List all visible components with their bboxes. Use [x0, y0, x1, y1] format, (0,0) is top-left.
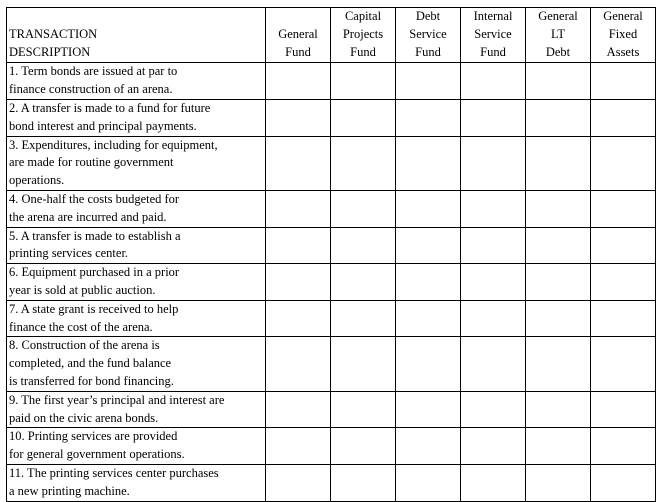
transaction-description: [7, 464, 266, 501]
general-fixed-assets-entry-cell[interactable]: [591, 99, 656, 136]
header-line: Service: [409, 26, 447, 41]
transaction-row: [7, 99, 656, 136]
debt-service-fund-entry-cell[interactable]: [396, 63, 461, 100]
internal-service-fund-entry-cell[interactable]: [461, 428, 526, 465]
capital-projects-fund-entry-cell[interactable]: [331, 300, 396, 337]
header-line: Capital: [344, 9, 382, 23]
debt-service-fund-entry-cell[interactable]: [396, 264, 461, 301]
general-lt-debt-entry-cell[interactable]: [526, 136, 591, 190]
internal-service-fund-entry-cell[interactable]: [461, 190, 526, 227]
transaction-description-line: 1. Term bonds are issued at par to: [9, 64, 178, 79]
internal-service-fund-entry-cell[interactable]: [461, 264, 526, 301]
transaction-description: [7, 99, 266, 136]
general-fund-entry-cell[interactable]: [266, 227, 331, 264]
header-line: Fund: [480, 44, 506, 59]
transaction-description: [7, 264, 266, 301]
transaction-rows: [7, 63, 656, 501]
transaction-description-line: 9. The first year’s principal and interest are: [9, 392, 225, 407]
capital-projects-fund-entry-cell[interactable]: [331, 264, 396, 301]
internal-service-fund-entry-cell[interactable]: [461, 337, 526, 391]
transaction-description: [7, 190, 266, 227]
transaction-row: [7, 391, 656, 428]
general-fixed-assets-entry-cell[interactable]: [591, 464, 656, 501]
transaction-description-line: year is sold at public auction.: [9, 282, 156, 297]
transaction-row: [7, 464, 656, 501]
general-fund-entry-cell[interactable]: [266, 428, 331, 465]
internal-service-fund-entry-cell[interactable]: [461, 136, 526, 190]
capital-projects-fund-entry-cell[interactable]: [331, 63, 396, 100]
general-fixed-assets-entry-cell[interactable]: [591, 264, 656, 301]
transaction-description-line: a new printing machine.: [9, 483, 130, 498]
internal-service-fund-entry-cell[interactable]: [461, 391, 526, 428]
general-fixed-assets-entry-cell[interactable]: [591, 227, 656, 264]
general-lt-debt-entry-cell[interactable]: [526, 300, 591, 337]
transaction-description-line: printing services center.: [9, 246, 129, 261]
general-fund-entry-cell[interactable]: [266, 63, 331, 100]
transaction-description-line: bond interest and principal payments.: [9, 118, 197, 133]
transaction-description-line: the arena are incurred and paid.: [9, 209, 167, 224]
general-fund-entry-cell[interactable]: [266, 264, 331, 301]
debt-service-fund-entry-cell[interactable]: [396, 99, 461, 136]
transaction-description-line: 8. Construction of the arena is: [9, 338, 160, 353]
header-line: Projects: [342, 26, 384, 41]
general-fixed-assets-entry-cell[interactable]: [591, 190, 656, 227]
transaction-description: [7, 337, 266, 391]
general-fixed-assets-entry-cell[interactable]: [591, 63, 656, 100]
debt-service-fund-entry-cell[interactable]: [396, 300, 461, 337]
transaction-description-line: 2. A transfer is made to a fund for future: [9, 100, 211, 115]
general-fund-column-header: [266, 8, 331, 63]
general-fund-entry-cell[interactable]: [266, 391, 331, 428]
general-lt-debt-entry-cell[interactable]: [526, 63, 591, 100]
description-column-header: [7, 8, 266, 63]
general-lt-debt-entry-cell[interactable]: [526, 99, 591, 136]
capital-projects-fund-column-header: [331, 8, 396, 63]
debt-service-fund-entry-cell[interactable]: [396, 464, 461, 501]
capital-projects-fund-entry-cell[interactable]: [331, 428, 396, 465]
transaction-description: [7, 63, 266, 100]
transaction-description-line: operations.: [9, 173, 65, 188]
header-line: Fund: [415, 44, 441, 59]
capital-projects-fund-entry-cell[interactable]: [331, 337, 396, 391]
transaction-row: [7, 337, 656, 391]
internal-service-fund-column-header: [461, 8, 526, 63]
transaction-description-line: 3. Expenditures, including for equipment,: [9, 137, 218, 152]
transaction-row: [7, 190, 656, 227]
internal-service-fund-entry-cell[interactable]: [461, 227, 526, 264]
debt-service-fund-entry-cell[interactable]: [396, 337, 461, 391]
header-line: Fund: [285, 44, 311, 59]
transaction-row: [7, 63, 656, 100]
transaction-description: [7, 428, 266, 465]
transaction-row: [7, 300, 656, 337]
transaction-description-line: paid on the civic arena bonds.: [9, 410, 159, 425]
transaction-description-line: for general government operations.: [9, 447, 185, 462]
capital-projects-fund-entry-cell[interactable]: [331, 99, 396, 136]
header-line: Service: [474, 26, 512, 41]
header-line: TRANSACTION: [9, 26, 98, 41]
general-fixed-assets-entry-cell[interactable]: [591, 136, 656, 190]
general-lt-debt-entry-cell[interactable]: [526, 428, 591, 465]
transaction-description: [7, 136, 266, 190]
general-lt-debt-entry-cell[interactable]: [526, 337, 591, 391]
internal-service-fund-entry-cell[interactable]: [461, 300, 526, 337]
general-lt-debt-column-header: [526, 8, 591, 63]
general-fund-entry-cell[interactable]: [266, 337, 331, 391]
debt-service-fund-column-header: [396, 8, 461, 63]
transaction-description-line: finance the cost of the arena.: [9, 319, 153, 334]
header-row: [7, 8, 656, 63]
internal-service-fund-entry-cell[interactable]: [461, 63, 526, 100]
transaction-description-line: 10. Printing services are provided: [9, 429, 178, 444]
header-line: Fund: [350, 44, 376, 59]
general-fixed-assets-entry-cell[interactable]: [591, 428, 656, 465]
transaction-description: [7, 227, 266, 264]
debt-service-fund-entry-cell[interactable]: [396, 190, 461, 227]
transaction-description-line: is transferred for bond financing.: [9, 373, 174, 388]
header-line: General: [278, 26, 318, 41]
general-lt-debt-entry-cell[interactable]: [526, 464, 591, 501]
transaction-description-line: completed, and the fund balance: [9, 356, 172, 371]
header-line: Assets: [606, 44, 640, 59]
general-fixed-assets-entry-cell[interactable]: [591, 300, 656, 337]
general-fixed-assets-entry-cell[interactable]: [591, 337, 656, 391]
capital-projects-fund-entry-cell[interactable]: [331, 464, 396, 501]
transaction-description-line: 5. A transfer is made to establish a: [9, 228, 181, 243]
general-fixed-assets-column-header: [591, 8, 656, 63]
general-fund-entry-cell[interactable]: [266, 300, 331, 337]
header-line: General: [538, 9, 578, 23]
transaction-row: [7, 136, 656, 190]
transaction-row: [7, 227, 656, 264]
debt-service-fund-entry-cell[interactable]: [396, 136, 461, 190]
internal-service-fund-entry-cell[interactable]: [461, 99, 526, 136]
transaction-row: [7, 428, 656, 465]
transaction-description: [7, 391, 266, 428]
general-fixed-assets-entry-cell[interactable]: [591, 391, 656, 428]
transaction-row: [7, 264, 656, 301]
header-line: DESCRIPTION: [9, 44, 91, 59]
transaction-description-line: 11. The printing services center purchases: [9, 465, 219, 480]
debt-service-fund-entry-cell[interactable]: [396, 428, 461, 465]
transaction-description-line: finance construction of an arena.: [9, 82, 173, 97]
general-lt-debt-entry-cell[interactable]: [526, 190, 591, 227]
header-line: Debt: [415, 9, 441, 23]
general-lt-debt-entry-cell[interactable]: [526, 391, 591, 428]
capital-projects-fund-entry-cell[interactable]: [331, 136, 396, 190]
transaction-description-line: 4. One-half the costs budgeted for: [9, 191, 180, 206]
header-line: Internal: [473, 9, 513, 23]
capital-projects-fund-entry-cell[interactable]: [331, 190, 396, 227]
capital-projects-fund-entry-cell[interactable]: [331, 391, 396, 428]
general-fund-entry-cell[interactable]: [266, 464, 331, 501]
general-fund-entry-cell[interactable]: [266, 99, 331, 136]
transaction-description: [7, 300, 266, 337]
header-line: LT: [550, 26, 566, 41]
general-lt-debt-entry-cell[interactable]: [526, 227, 591, 264]
general-fund-entry-cell[interactable]: [266, 190, 331, 227]
debt-service-fund-entry-cell[interactable]: [396, 227, 461, 264]
transaction-description-line: 6. Equipment purchased in a prior: [9, 265, 180, 280]
capital-projects-fund-entry-cell[interactable]: [331, 227, 396, 264]
transaction-worksheet-table: [6, 7, 656, 502]
internal-service-fund-entry-cell[interactable]: [461, 464, 526, 501]
general-lt-debt-entry-cell[interactable]: [526, 264, 591, 301]
header-line: Fixed: [608, 26, 638, 41]
transaction-description-line: 7. A state grant is received to help: [9, 301, 179, 316]
general-fund-entry-cell[interactable]: [266, 136, 331, 190]
debt-service-fund-entry-cell[interactable]: [396, 391, 461, 428]
transaction-description-line: are made for routine government: [9, 155, 174, 170]
header-line: General: [603, 9, 643, 23]
header-line: Debt: [545, 44, 571, 59]
